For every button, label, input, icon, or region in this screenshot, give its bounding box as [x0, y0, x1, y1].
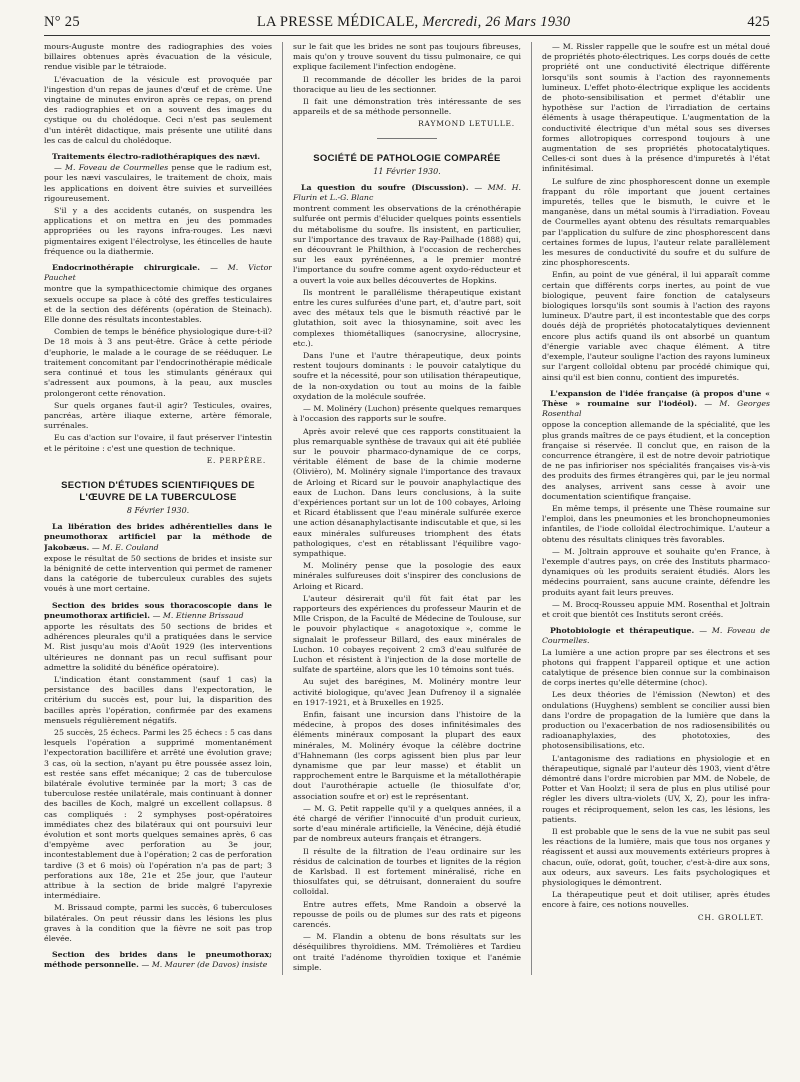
separator-rule	[377, 138, 437, 139]
paragraph: — M. Flandin a obtenu de bons résultats sur les déséquilibres thyroïdiens. MM. Trémolières et Tardieu ont traité l'adénome thyroïdien toxique et l'anémie simple.	[292, 932, 521, 972]
paragraph: Sur quels organes faut-il agir? Testicules, ovaires, pancréas, artère iliaque externe, artère fémorale, surrénales.	[44, 400, 273, 431]
author-signature: CH. GROLLET.	[697, 912, 764, 922]
paragraph: — M. Joltrain approuve et souhaite qu'en France, à l'exemple d'autres pays, on crée des Instituts pharmaco-dynamiques où les produits seraient étudiés. Alors les médecins pourraient, sans aucune crainte, défendre les produits ayant fait leurs preuves.	[541, 546, 770, 597]
column-divider	[531, 42, 532, 975]
paragraph: Enfin, au point de vue général, il lui apparaît comme certain que différents corps inertes, au point de vue biologique, peuvent faire fonction de catalyseurs biologiques lorsqu'ils sont soumis à l'action des rayons lumineux. D'autre part, il est incontestable que des corps doués déjà de propriétés photocatalytiques deviennent encore plus actifs quand ils ont absorbé un quantum d'énergie variable avec chaque élément. A titre d'exemple, l'auteur souligne l'action des rayons lumineux sur l'argent colloïdal obtenu par procédé chimique qui, ainsi qu'il est bien connu, contient des impuretés.	[541, 270, 770, 382]
page-number: 425	[747, 14, 770, 30]
paragraph: Après avoir relevé que ces rapports constituaient la plus remarquable synthèse de travaux qui ait été publiée sur le pouvoir pharmaco-dynamique de ce corps, véritable élément de base de la chimie moderne (Olivièro), M. Molinéry signale l'importance des travaux de Arloing et Ricard sur le pouvoir anaphylactique des eaux de Luchon. Dans leurs conclusions, à la suite d'expériences portant sur un lot de 100 cobayes, Arloing et Ricard établissent que l'eau minérale sulfurée exerce une action désanaphylactisante indiscutable et que, si les eaux minérales sulfureuses triomphent des états pathologiques, c'est en rétablissant l'équilibre vago-sympathique.	[292, 426, 521, 558]
paragraph: M. Brissaud compte, parmi les succès, 6 tuberculoses bilatérales. On peut réussir dans les lésions les plus graves à la condition que la fièvre ne soit pas trop élevée.	[44, 903, 273, 944]
subheading: La question du soufre (Discussion). — MM. H. Flurin et L.-G. Blanc	[292, 182, 521, 203]
paragraph: L'antagonisme des radiations en physiologie et en thérapeutique, signalé par l'auteur dès 1903, vient d'être démontré dans l'ordre microbien par MM. de Nobele, de Potter et Van Hoolzt; il sera de plus en plus utilisé pour régler les divers ultra-violets (UV, X, Z), pour les infra-rouges et réciproquement, selon les cas, les lésions, les patients.	[541, 753, 770, 824]
paragraph: L'évacuation de la vésicule est provoquée par l'ingestion d'un repas de jaunes d'œuf et de crème. Une vingtaine de minutes environ après ce repas, on prend des radiographies et on a souvent des images du cystique ou du cholédoque. Ceci n'est pas seulement d'un intérêt didactique, mais présente une utilité dans les cas de calcul du cholédoque.	[44, 74, 273, 145]
paragraph: En même temps, il présente une Thèse roumaine sur l'emploi, dans les pneumonies et les bronchopneumonies infantiles, de l'iode colloïdal électrochimique. L'auteur a obtenu des résultats cliniques très favorables.	[541, 503, 770, 544]
paragraph: L'indication étant constamment (sauf 1 cas) la persistance des bacilles dans l'expectoration, le critérium du succès est, pour lui, la disparition des bacilles après l'opération, confirmée par des examens mensuels régulièrement négatifs.	[44, 674, 273, 725]
issue-number: N° 25	[44, 14, 80, 30]
paragraph: apporte les résultats des 50 sections de brides et adhérences pleurales qu'il a pratiquées dans le service M. Rist jusqu'au mois d'Août 1929 (les interventions ultérieures ne donnant pas un recul suffisant pour admettre la solidité du bénéfice opératoire).	[44, 621, 273, 672]
paragraph: montre que la sympathicectomie chimique des organes sexuels occupe sa place à côté des greffes testiculaires et de la section des déférents (opération de Steinach). Elle donne des résultats incontestables.	[44, 284, 273, 325]
paragraph: Au sujet des barégines, M. Molinéry montre leur activité biologique, qu'avec Jean Dufrenoy il a signalée en 1917-1921, et à Bruxelles en 1925.	[292, 677, 521, 707]
paragraph: Il recommande de décoller les brides de la paroi thoracique au lieu de les sectionner.	[292, 74, 521, 94]
paragraph: 25 succès, 25 échecs. Parmi les 25 échecs : 5 cas dans lesquels l'opération a supprimé momentanément l'expectoration bacillifère et arrêté une évolution grave; 3 cas, où la section, n'ayant pu être poussée assez loin, est restée sans effet mécanique; 2 cas de tuberculose bilatérale évolutive terminée par la mort; 3 cas de tuberculose restée unilatérale, mais continuant à donner des bacilles de Koch, malgré un excellent collapsus. 8 cas compliqués : 2 symphyses post-opératoires immédiates chez des bilatéraux qui ont poursuivi leur évolution et sont morts quelques semaines après, 6 cas d'empyème avec perforation au 3e jour, incontestablement due à l'opération; 2 cas de perforation tardive (3 et 6 mois) où l'opération n'a pas de part; 3 perforations aux 18e, 21e et 25e jour, que l'auteur attribue à la section de bride malgré l'apyrexie intermédiaire.	[44, 727, 273, 901]
author-signature: E. PERPÈRE.	[206, 455, 267, 465]
paragraph: — M. G. Petit rappelle qu'il y a quelques années, il a été chargé de vérifier l'innocuité d'un produit curieux, sorte d'eau minérale artificielle, la Vénécine, déjà étudié par de nombreux auteurs français et étrangers.	[292, 803, 521, 844]
paragraph: S'il y a des accidents cutanés, on suspendra les applications et on mettra en jeu des pommades appropriées ou les rayons infra-rouges. Les nævi pigmentaires exigent l'électrolyse, les étincelles de haute fréquence ou la diathermie.	[44, 206, 273, 256]
paragraph: — M. Foveau de Courmelles pense que le radium est, pour les nævi vasculaires, le traitement de choix, mais les applications en doivent être suivies et surveillées rigoureusement.	[44, 163, 273, 203]
paragraph: Ils montrent le parallélisme thérapeutique existant entre les cures sulfurées d'une part, et, d'autre part, soit avec des métaux tels que le bismuth réactivé par le glutathion, soit avec la thiosynamine, soit avec les complexes thiométalliques (sanocrysine, allocrysine, etc.).	[292, 287, 521, 348]
paragraph: — M. Brocq-Rousseu appuie MM. Rosenthal et Joltrain et croit que bientôt ces Instituts seront créés.	[541, 599, 770, 619]
paragraph: Combien de temps le bénéfice physiologique dure-t-il? De 18 mois à 3 ans peut-être. Grâce à cette période d'euphorie, le malade a le courage de se rééduquer. Le traitement concomitant par l'endocrinothérapie médicale sera continué et tous les stimulants généraux qui s'adressent aux poumons, à la peau, aux muscles prolongeront cette rénovation.	[44, 327, 273, 398]
paragraph: sur le fait que les brides ne sont pas toujours fibreuses, mais qu'on y trouve souvent du tissu pulmonaire, ce qui explique facilement l'infection endogène.	[292, 42, 521, 72]
column-3	[542, 42, 770, 975]
paragraph: La thérapeutique peut et doit utiliser, après études encore à faire, ces notions nouvelles.	[541, 890, 770, 910]
section-date: 11 Février 1930.	[373, 166, 441, 176]
section-date: 8 Février 1930.	[126, 505, 190, 515]
paragraph: Il fait une démonstration très intéressante de ses appareils et de sa méthode personnelle.	[292, 97, 521, 117]
section-heading: SOCIÉTÉ DE PATHOLOGIE COMPARÉE	[313, 152, 501, 164]
subheading: Traitements électro-radiothérapiques des nævi.	[52, 152, 261, 162]
subheading: Section des brides sous thoracoscopie dans le pneumothorax artificiel. — M. Etienne Brissaud	[44, 600, 273, 620]
paragraph: Eu cas d'action sur l'ovaire, il faut préserver l'intestin et le péritoine : c'est une question de technique.	[44, 433, 273, 453]
author-signature: RAYMOND LETULLE.	[418, 119, 515, 129]
paragraph: Le sulfure de zinc phosphorescent donne un exemple frappant du rôle important que jouent certaines impuretés, telles que le bismuth, le cuivre et le manganèse, dans un métal soumis à l'irradiation. Foveau de Courmelles ayant obtenu des résultats remarquables par l'application du sulfure de zinc phosphorescent dans certaines formes de lupus, l'auteur relate parallèlement les mesures de conductivité du soufre et du sulfure de zinc phosphorescents.	[541, 176, 770, 268]
paragraph: Dans l'une et l'autre thérapeutique, deux points restent toujours dominants : le pouvoir catalytique du soufre et la nécessité, pour son utilisation thérapeutique, de la non-oxydation ou tout au moins de la faible oxydation de la molécule soufrée.	[292, 351, 521, 401]
journal-title: LA PRESSE MÉDICALE, Mercredi, 26 Mars 1930	[256, 14, 571, 30]
paragraph: Il résulte de la filtration de l'eau ordinaire sur les résidus de calcination de tourbes et lignites de la région de Karlsbad. Il est fortement minéralisé, riche en thiosulfates qui, se détruisant, donneraient du soufre colloïdal.	[292, 846, 521, 897]
paragraph: expose le résultat de 50 sections de brides et insiste sur la bénignité de cette intervention qui permet de ramener dans la catégorie de tuberculeux curables des sujets voués à une mort certaine.	[44, 553, 273, 594]
paragraph: — M. Molinéry (Luchon) présente quelques remarques à l'occasion des rapports sur le soufre.	[292, 404, 521, 424]
paragraph: Entre autres effets, Mme Randoin a observé la repousse de poils ou de plumes sur des rats et pigeons carencés.	[292, 899, 521, 930]
paragraph: — M. Rissler rappelle que le soufre est un métal doué de propriétés photo-électriques. Les corps doués de cette propriété ont une conductivité électrique différente lorsqu'ils sont soumis à l'action des rayonnements lumineux. L'effet photo-électrique explique les accidents de photo-sensibilisation et permet d'établir une hypothèse sur l'action de l'irradiation de certains éléments à usage thérapeutique. L'augmentation de la conductivité électrique d'un métal sous ses diverses formes allotropiques correspond toujours à une augmentation de ses propriétés photocatalytiques. Celles-ci sont dues à la présence d'impuretés à l'état infinitésimal.	[541, 42, 770, 174]
paragraph: mours-Auguste montre des radiographies des voies billaires obtenues après évacuation de la vésicule, rendue visible par le tétraiode.	[44, 42, 273, 72]
paragraph: M. Molinéry pense que la posologie des eaux minérales sulfureuses doit s'inspirer des conclusions de Arloing et Ricard.	[292, 561, 521, 591]
issue-date: Mercredi, 26 Mars 1930	[418, 14, 571, 30]
subheading: L'expansion de l'idée française (à propos d'une « Thèse » roumaine sur l'iodéol). — M. Georges Rosenthal	[541, 388, 770, 419]
subheading: Endocrinothérapie chirurgicale. — M. Victor Pauchet	[44, 263, 273, 283]
paragraph: Les deux théories de l'émission (Newton) et des ondulations (Huyghens) semblent se concilier aussi bien dans l'ordre de propagation de la lumière que dans la production ou l'exacerbation de nos radiosensibilités ou radioanaphylaxies, des phototoxies, des photosensibilisations, etc.	[541, 690, 770, 751]
column-1	[44, 42, 272, 975]
subheading: Photobiologie et thérapeutique. — M. Foveau de Courmelles.	[541, 626, 770, 646]
paragraph: L'auteur désirerait qu'il fût fait état par les rapporteurs des expériences du professeur Maurin et de Mlle Crispon, de la Faculté de Médecine de Toulouse, sur le pouvoir phylactique « anagotoxique », comme le signalait le professeur Billard, des eaux minérales de Luchon. 10 cobayes reçoivent 2 cm3 d'eau sulfurée de Luchon et résistent à l'injection de la dose mortelle de sulfate de spartéine, alors que les 10 témoins sont tués.	[292, 593, 521, 675]
paragraph: Il est probable que le sens de la vue ne subit pas seul les réactions de la lumière, mais que tous nos organes y réagissent et aussi aux mouvements extérieurs propres à chacun, ouïe, odorat, goût, toucher, c'est-à-dire aux sons, aux odeurs, aux saveurs. Les faits psychologiques et physiologiques le démontrent.	[541, 827, 770, 888]
subheading: Section des brides dans le pneumothorax; méthode personnelle. — M. Maurer (de Davos) insiste	[44, 950, 273, 970]
column-2	[293, 42, 521, 975]
page-header	[44, 14, 770, 36]
paragraph: La lumière a une action propre par ses électrons et ses photons qui frappent l'appareil optique et une action catalytique de présence bien connue sur la combinaison de corps inertes qu'elle détermine (choc).	[541, 647, 770, 688]
article-columns	[44, 42, 770, 975]
paragraph: montrent comment les observations de la crénothérapie sulfurée ont permis d'élucider quelques points essentiels du métabolisme du soufre. Ils insistent, en particulier, sur l'importance des travaux de Ray-Pailhade (1888) qui, en découvrant le Philthion, à l'occasion de recherches sur les eaux pyrénéennes, a le premier montré l'importance du soufre comme agent oxydo-réducteur et a ouvert la voie aux belles découvertes de Hopkins.	[292, 204, 521, 285]
column-divider	[282, 42, 283, 975]
section-heading: SECTION D'ÉTUDES SCIENTIFIQUES DE L'ŒUVRE DE LA TUBERCULOSE	[61, 479, 255, 503]
subheading: La libération des brides adhérentielles dans le pneumothorax artificiel par la méthode de Jakobæus. — M. E. Couland	[44, 522, 273, 552]
paragraph: oppose la conception allemande de la spécialité, que les plus grands maîtres de ce pays étudient, et la conception française si réservée. Il conclut que, en raison de la concurrence étrangère, il est de notre devoir patriotique de ne pas infirioriser nos spécialités françaises vis-à-vis des produits des firmes étrangères qui, par le jeu normal des analyses, arrivent sans cesse à avoir une documentation scientifique française.	[541, 420, 770, 501]
paragraph: Enfin, faisant une incursion dans l'histoire de la médecine, à propos des doses infinitésimales des éléments minéraux composant la plupart des eaux minérales, M. Molinéry évoque la célèbre doctrine d'Hahnemann (les corps agissent bien plus par leur dynamisme que par leur masse) et établit un rapprochement entre le Barquisme et la métallothérapie dout l'aurothérapie actuelle (le thiosulfate d'or, association soufre et or) est le représentant.	[292, 709, 521, 801]
